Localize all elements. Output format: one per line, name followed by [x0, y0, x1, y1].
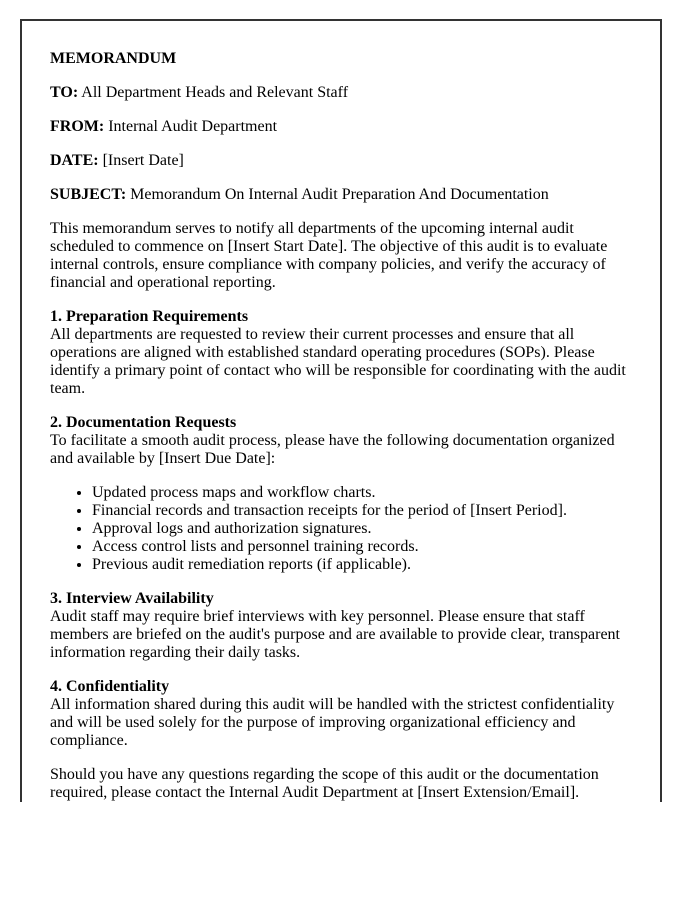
section-body-preparation: All departments are requested to review their current processes and ensure that all operations are aligned with established standard operating procedures (SOPs). Please identify a primary point of contact who will be responsible for coordinating with the audit team. — [50, 326, 626, 397]
memo-intro-paragraph: This memorandum serves to notify all departments of the upcoming internal audit scheduled to commence on [Insert Start Date]. The objective of this audit is to evaluate internal controls, ensure compliance with company policies, and verify the accuracy of financial and operational reporting. — [50, 220, 608, 291]
memo-field-to — [50, 84, 632, 102]
memo-section-documentation — [50, 414, 632, 468]
memo-title: MEMORANDUM — [50, 50, 177, 67]
memo-field-subject — [50, 186, 632, 204]
memo-field-subject-label: SUBJECT: — [50, 186, 127, 203]
section-heading-documentation: 2. Documentation Requests — [50, 414, 237, 431]
memo-field-to-value: All Department Heads and Relevant Staff — [81, 84, 349, 101]
bullet-item: • Approval logs and authorization signatures. — [92, 520, 632, 538]
bullet-item: • Updated process maps and workflow charts. — [92, 484, 632, 502]
section-heading-interview: 3. Interview Availability — [50, 590, 214, 607]
memo-section-preparation — [50, 308, 632, 398]
section-body-interview: Audit staff may require brief interviews with key personnel. Please ensure that staff members are briefed on the audit's purpose and are available to provide clear, transparent information regarding their daily tasks. — [50, 608, 620, 661]
memo-field-to-label: TO: — [50, 84, 79, 101]
memo-section-confidentiality — [50, 678, 632, 750]
memo-section-interview — [50, 590, 632, 662]
bullet-item: • Financial records and transaction receipts for the period of [Insert Period]. — [92, 502, 632, 520]
memo-field-date-value: [Insert Date] — [102, 152, 184, 169]
memo-field-subject-value: Memorandum On Internal Audit Preparation And Documentation — [130, 186, 549, 203]
memo-document — [20, 19, 662, 802]
section-body-documentation: To facilitate a smooth audit process, please have the following documentation organized and available by [Insert Due Date]: — [50, 432, 615, 467]
memo-closing-paragraph: Should you have any questions regarding the scope of this audit or the documentation required, please contact the Internal Audit Department at [Insert Extension/Email]. — [50, 766, 599, 801]
section-heading-preparation: 1. Preparation Requirements — [50, 308, 249, 325]
memo-field-from-label: FROM: — [50, 118, 105, 135]
memo-title-row — [50, 50, 632, 68]
memo-field-from-value: Internal Audit Department — [108, 118, 278, 135]
memo-field-date-label: DATE: — [50, 152, 99, 169]
bullet-item: • Previous audit remediation reports (if applicable). — [92, 556, 632, 574]
memo-field-date — [50, 152, 632, 170]
section-body-confidentiality: All information shared during this audit will be handled with the strictest confidentiality and will be used solely for the purpose of improving organizational efficiency and compliance. — [50, 696, 615, 749]
documentation-bullet-list — [50, 484, 632, 574]
memo-field-from — [50, 118, 632, 136]
bullet-item: • Access control lists and personnel training records. — [92, 538, 632, 556]
section-heading-confidentiality: 4. Confidentiality — [50, 678, 170, 695]
